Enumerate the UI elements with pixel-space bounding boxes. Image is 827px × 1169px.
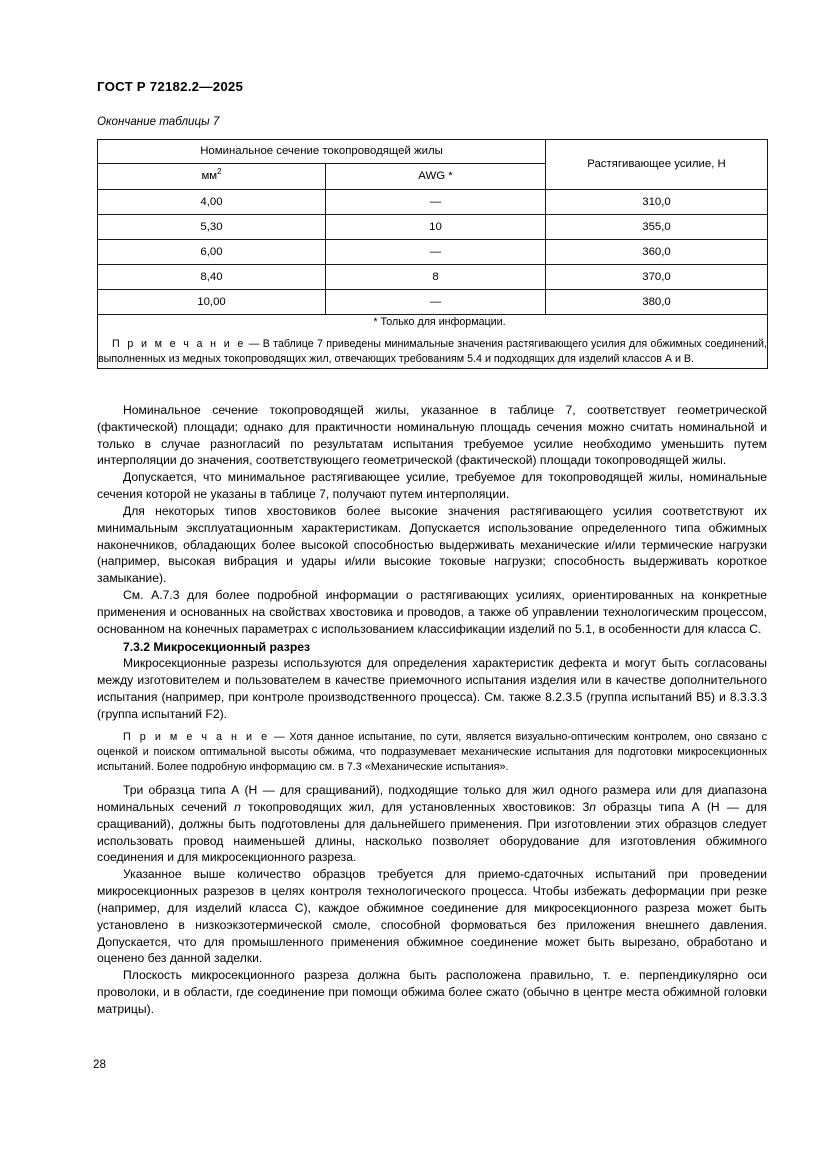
cell-mm2: 8,40 (98, 265, 326, 290)
table-body (98, 190, 768, 369)
cell-force: 310,0 (546, 190, 768, 215)
paragraph-three-samples-part1: Три образца типа А (Н — для сращиваний), подходящие только для жил одного размера или для диапазона номинальных сечений (97, 783, 767, 814)
cell-mm2: 5,30 (98, 215, 326, 240)
tensile-force-table (97, 139, 768, 369)
table-header-mm2 (98, 164, 326, 190)
table-header-row-group (98, 140, 768, 164)
cell-force: 380,0 (546, 290, 768, 315)
table-container (97, 139, 767, 369)
body-note-label: П р и м е ч а н и е (123, 730, 270, 743)
body-note-text: — Хотя данное испытание, по сути, является визуально-оптическим контролем, оно связано с оценкой и поиском оптимальной высоты обжима, что подразумевает механические испытания для подготовки микросекционных испытаний. Более подробную информацию см. в 7.3 «Механические испытания». (97, 730, 767, 773)
paragraph-nominal-section: Номинальное сечение токопроводящей жилы, указанное в таблице 7, соответствует геометрической (фактической) площади; однако для практичности номинальную площадь сечения можно считать номинальной и только в случае разногласий по результатам испытания требуемое усилие необходимо уменьшить путем интерполяции до значения, соответствующего геометрической (фактической) площади токопроводящей жилы. (97, 403, 767, 468)
cell-awg: — (326, 290, 546, 315)
cell-awg: — (326, 190, 546, 215)
table-header-mm2-superscript: 2 (217, 167, 222, 177)
variable-n-first: n (234, 799, 241, 814)
table-header-awg: AWG * (326, 164, 546, 190)
table-row (98, 290, 768, 315)
table-header-nominal-section: Номинальное сечение токопроводящей жилы (98, 140, 546, 164)
table-row (98, 215, 768, 240)
cell-awg: 10 (326, 215, 546, 240)
cell-force: 355,0 (546, 215, 768, 240)
table-note-row (98, 315, 768, 369)
cell-mm2: 10,00 (98, 290, 326, 315)
cell-awg: — (326, 240, 546, 265)
paragraph-see-a73: См. А.7.3 для более подробной информации о растягивающих усилиях, ориентированных на конкретные применения и основанных на свойствах хвостовика и проводов, а также об управлении технологическим процессом, основанном на конечных параметрах с использованием классификации изделий по 5.1, в особенности для класса С. (97, 588, 767, 636)
body-note (97, 730, 767, 775)
cell-awg: 8 (326, 265, 546, 290)
table-note (98, 337, 767, 367)
standard-header-title: ГОСТ Р 72182.2—2025 (97, 79, 244, 94)
section-heading-7-3-2: 7.3.2 Микросекционный разрез (123, 639, 311, 654)
paragraph-sample-count: Указанное выше количество образцов требуется для приемо-сдаточных испытаний при проведении микросекционных разрезов в целях контроля технологического процесса. Чтобы избежать деформации при резке (например, для изделий класса С), каждое обжимное соединение для микросекционного разреза может быть установлено в низкоэкзотермической смоле, способной формоваться без приложения внешнего давления. Допускается, что для промышленного применения обжимное соединение может быть вырезано, обработано и оценено без данной заделки. (97, 867, 767, 966)
table-note-text: — В таблице 7 приведены минимальные значения растягивающего усилия для обжимных соединений, выполненных из медных токопроводящих жил, отвечающих требованиям 5.4 и подходящих для изделий классов А и В. (98, 338, 767, 366)
paragraph-interpolation: Допускается, что минимальное растягивающее усилие, требуемое для токопроводящей жилы, номинальные сечения которой не указаны в таблице 7, получают путем интерполяции. (97, 470, 767, 502)
table-note-label: П р и м е ч а н и е (112, 338, 246, 351)
variable-n-second: n (589, 799, 596, 814)
table-row (98, 265, 768, 290)
page-number: 28 (93, 1058, 106, 1071)
paragraph-three-samples-part2: токопроводящих жил, для установленных хвостовиков: 3 (240, 799, 590, 814)
cell-mm2: 4,00 (98, 190, 326, 215)
table-row (98, 190, 768, 215)
table-row (98, 240, 768, 265)
paragraph-tail-types: Для некоторых типов хвостовиков более высокие значения растягивающего усилия соответствуют их минимальным эксплуатационным характеристикам. Допускается использование определенного типа обжимных наконечников, обладающих более высокой способностью выдерживать механические и/или термические нагрузки (например, высокая вибрация и удары и/или высокие токовые нагрузки; способность выдерживать короткое замыкание). (97, 503, 767, 586)
paragraph-section-plane: Плоскость микросекционного разреза должна быть расположена правильно, т. е. перпендикулярно оси проволоки, и в области, где соединение при помощи обжима более сжато (обычно в центре места обжимной головки матрицы). (97, 968, 767, 1016)
cell-force: 360,0 (546, 240, 768, 265)
body-text-column (97, 402, 767, 1018)
table-note-cell (98, 315, 768, 369)
paragraph-three-samples (97, 782, 767, 866)
paragraph-three-samples-part3: образцы типа А (Н — для сращиваний), должны быть подготовлены для дальнейшего применения. При изготовлении этих образцов следует использовать провод наименьшей длины, насколько позволяет оборудование для изготовления обжимного соединения и для микросекционного разреза. (97, 799, 767, 865)
table-header-mm2-base: мм (201, 170, 218, 182)
cell-force: 370,0 (546, 265, 768, 290)
table-head (98, 140, 768, 190)
table-header-tensile-force: Растягивающее усилие, Н (546, 140, 768, 190)
table-caption: Окончание таблицы 7 (97, 115, 220, 128)
cell-mm2: 6,00 (98, 240, 326, 265)
paragraph-microsection-intro: Микросекционные разрезы используются для определения характеристик дефекта и могут быть согласованы между изготовителем и пользователем в качестве приемочного испытания изделия или в качестве дополнительного испытания (например, при контроле производственного процесса). См. также 8.2.3.5 (группа испытаний В5) и 8.3.3.3 (группа испытаний F2). (97, 656, 767, 721)
table-footnote: * Только для информации. (373, 316, 506, 328)
